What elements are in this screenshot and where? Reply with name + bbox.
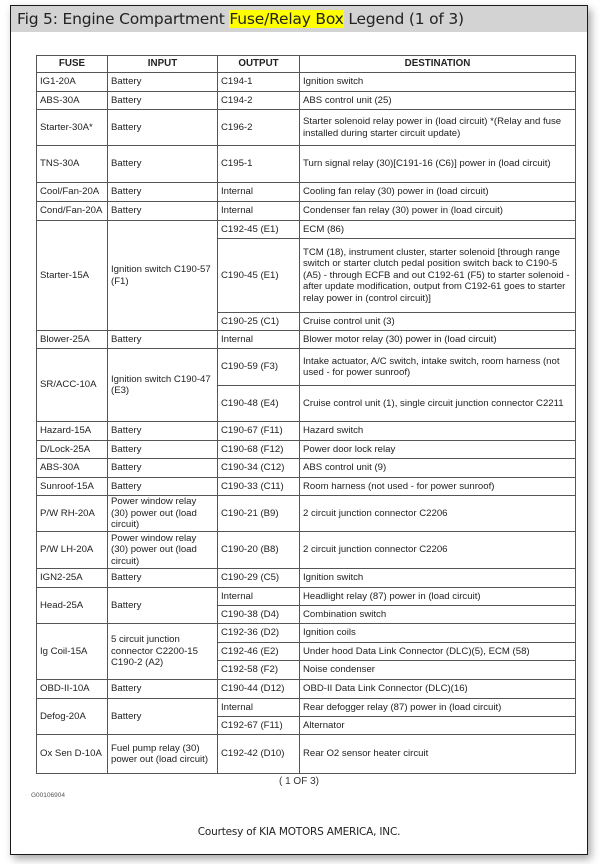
table-row: [37, 496, 576, 532]
output-cell: C190-59 (F3): [218, 349, 300, 386]
destination-cell: ABS control unit (25): [300, 92, 576, 110]
output-cell: C192-67 (F11): [218, 717, 300, 735]
output-cell: Internal: [218, 202, 300, 221]
fuse-cell: ABS-30A: [37, 459, 108, 478]
destination-cell: Headlight relay (87) power in (load circuit): [300, 588, 576, 606]
input-cell: Fuel pump relay (30) power out (load circuit): [108, 735, 218, 774]
destination-cell: Intake actuator, A/C switch, intake switch, room harness (not used - for power sunroof): [300, 349, 576, 386]
table-row: [37, 349, 576, 386]
input-cell: Battery: [108, 202, 218, 221]
destination-cell: ABS control unit (9): [300, 459, 576, 478]
output-cell: C192-58 (F2): [218, 661, 300, 680]
output-cell: C192-42 (D10): [218, 735, 300, 774]
output-cell: Internal: [218, 588, 300, 606]
figure-title: [11, 6, 587, 32]
table-row: [37, 441, 576, 459]
fuse-cell: Starter-30A*: [37, 110, 108, 146]
output-cell: C196-2: [218, 110, 300, 146]
output-cell: C192-36 (D2): [218, 624, 300, 643]
input-cell: Battery: [108, 680, 218, 699]
input-cell: Battery: [108, 110, 218, 146]
fuse-cell: ABS-30A: [37, 92, 108, 110]
courtesy-credit: Courtesy of KIA MOTORS AMERICA, INC.: [197, 826, 401, 838]
output-cell: C190-44 (D12): [218, 680, 300, 699]
title-highlight: Fuse/Relay Box: [229, 10, 344, 28]
input-cell: Battery: [108, 588, 218, 624]
input-cell: Ignition switch C190-47 (E3): [108, 349, 218, 422]
destination-cell: Cruise control unit (3): [300, 313, 576, 331]
table-row: [37, 588, 576, 606]
output-cell: C190-67 (F11): [218, 422, 300, 441]
output-cell: Internal: [218, 331, 300, 349]
table-body: [37, 73, 576, 774]
output-cell: C190-21 (B9): [218, 496, 300, 532]
figure-id: G00106904: [31, 792, 65, 799]
table-row: [37, 183, 576, 202]
input-cell: Battery: [108, 73, 218, 92]
destination-cell: Ignition coils: [300, 624, 576, 643]
table-row: [37, 680, 576, 699]
table-row: [37, 73, 576, 92]
figure-frame: [10, 5, 588, 855]
destination-cell: Noise condenser: [300, 661, 576, 680]
input-cell: Battery: [108, 441, 218, 459]
fuse-cell: Blower-25A: [37, 331, 108, 349]
destination-cell: Turn signal relay (30)[C191-16 (C6)] power in (load circuit): [300, 146, 576, 183]
fuse-cell: P/W RH-20A: [37, 496, 108, 532]
table-row: [37, 146, 576, 183]
output-cell: C190-20 (B8): [218, 532, 300, 569]
destination-cell: Room harness (not used - for power sunroof): [300, 478, 576, 496]
input-cell: Battery: [108, 569, 218, 588]
destination-cell: Blower motor relay (30) power in (load circuit): [300, 331, 576, 349]
input-cell: Battery: [108, 459, 218, 478]
output-cell: C190-68 (F12): [218, 441, 300, 459]
destination-cell: TCM (18), instrument cluster, starter solenoid [through range switch or starter clutch pedal position switch back to C190-5 (A5) - through ECFB and out C192-61 (F5) to starter solenoid -after update modification, output from C192-61 goes to starter relay power in (control circuit)]: [300, 239, 576, 313]
header-destination: DESTINATION: [300, 56, 576, 73]
destination-cell: Ignition switch: [300, 73, 576, 92]
header-input: INPUT: [108, 56, 218, 73]
output-cell: C195-1: [218, 146, 300, 183]
destination-cell: Starter solenoid relay power in (load circuit) *(Relay and fuse installed during starter circuit update): [300, 110, 576, 146]
destination-cell: 2 circuit junction connector C2206: [300, 496, 576, 532]
output-cell: C190-48 (E4): [218, 386, 300, 422]
destination-cell: ECM (86): [300, 221, 576, 239]
fuse-cell: IGN2-25A: [37, 569, 108, 588]
output-cell: C190-34 (C12): [218, 459, 300, 478]
header-output: OUTPUT: [218, 56, 300, 73]
destination-cell: Under hood Data Link Connector (DLC)(5), ECM (58): [300, 643, 576, 661]
destination-cell: Rear defogger relay (87) power in (load circuit): [300, 699, 576, 717]
fuse-cell: Sunroof-15A: [37, 478, 108, 496]
input-cell: Battery: [108, 478, 218, 496]
header-fuse: FUSE: [37, 56, 108, 73]
input-cell: Battery: [108, 699, 218, 735]
input-cell: Battery: [108, 92, 218, 110]
fuse-cell: Hazard-15A: [37, 422, 108, 441]
title-prefix: Fig 5: Engine Compartment: [17, 10, 230, 28]
fuse-cell: SR/ACC-10A: [37, 349, 108, 422]
table-row: [37, 110, 576, 146]
input-cell: Battery: [108, 422, 218, 441]
fuse-cell: Head-25A: [37, 588, 108, 624]
fuse-cell: Cool/Fan-20A: [37, 183, 108, 202]
output-cell: C190-25 (C1): [218, 313, 300, 331]
destination-cell: Rear O2 sensor heater circuit: [300, 735, 576, 774]
fuse-legend-table: [36, 55, 576, 774]
output-cell: C192-46 (E2): [218, 643, 300, 661]
input-cell: Battery: [108, 183, 218, 202]
output-cell: C192-45 (E1): [218, 221, 300, 239]
input-cell: 5 circuit junction connector C2200-15 C190-2 (A2): [108, 624, 218, 680]
table-row: [37, 624, 576, 643]
title-suffix: Legend (1 of 3): [343, 10, 464, 28]
output-cell: C190-38 (D4): [218, 606, 300, 624]
fuse-cell: Ox Sen D-10A: [37, 735, 108, 774]
output-cell: C194-1: [218, 73, 300, 92]
table-row: [37, 92, 576, 110]
destination-cell: Condenser fan relay (30) power in (load circuit): [300, 202, 576, 221]
input-cell: Battery: [108, 331, 218, 349]
destination-cell: Hazard switch: [300, 422, 576, 441]
table-header-row: [37, 56, 576, 73]
table-row: [37, 532, 576, 569]
table-row: [37, 202, 576, 221]
table-row: [37, 459, 576, 478]
table-row: [37, 422, 576, 441]
table-row: [37, 478, 576, 496]
destination-cell: Combination switch: [300, 606, 576, 624]
fuse-cell: Ig Coil-15A: [37, 624, 108, 680]
fuse-cell: OBD-II-10A: [37, 680, 108, 699]
fuse-cell: Starter-15A: [37, 221, 108, 331]
table-row: [37, 699, 576, 717]
fuse-cell: Cond/Fan-20A: [37, 202, 108, 221]
table-row: [37, 331, 576, 349]
destination-cell: Cruise control unit (1), single circuit junction connector C2211: [300, 386, 576, 422]
destination-cell: Alternator: [300, 717, 576, 735]
fuse-cell: P/W LH-20A: [37, 532, 108, 569]
input-cell: Power window relay (30) power out (load circuit): [108, 532, 218, 569]
table-row: [37, 221, 576, 239]
output-cell: C190-33 (C11): [218, 478, 300, 496]
output-cell: Internal: [218, 183, 300, 202]
input-cell: Battery: [108, 146, 218, 183]
fuse-cell: D/Lock-25A: [37, 441, 108, 459]
output-cell: Internal: [218, 699, 300, 717]
table-row: [37, 735, 576, 774]
output-cell: C190-45 (E1): [218, 239, 300, 313]
page-caption: ( 1 OF 3): [278, 776, 319, 787]
output-cell: C194-2: [218, 92, 300, 110]
table-row: [37, 569, 576, 588]
destination-cell: OBD-II Data Link Connector (DLC)(16): [300, 680, 576, 699]
fuse-cell: Defog-20A: [37, 699, 108, 735]
input-cell: Ignition switch C190-57 (F1): [108, 221, 218, 331]
destination-cell: Cooling fan relay (30) power in (load circuit): [300, 183, 576, 202]
output-cell: C190-29 (C5): [218, 569, 300, 588]
destination-cell: 2 circuit junction connector C2206: [300, 532, 576, 569]
fuse-cell: TNS-30A: [37, 146, 108, 183]
destination-cell: Ignition switch: [300, 569, 576, 588]
destination-cell: Power door lock relay: [300, 441, 576, 459]
fuse-cell: IG1-20A: [37, 73, 108, 92]
input-cell: Power window relay (30) power out (load circuit): [108, 496, 218, 532]
